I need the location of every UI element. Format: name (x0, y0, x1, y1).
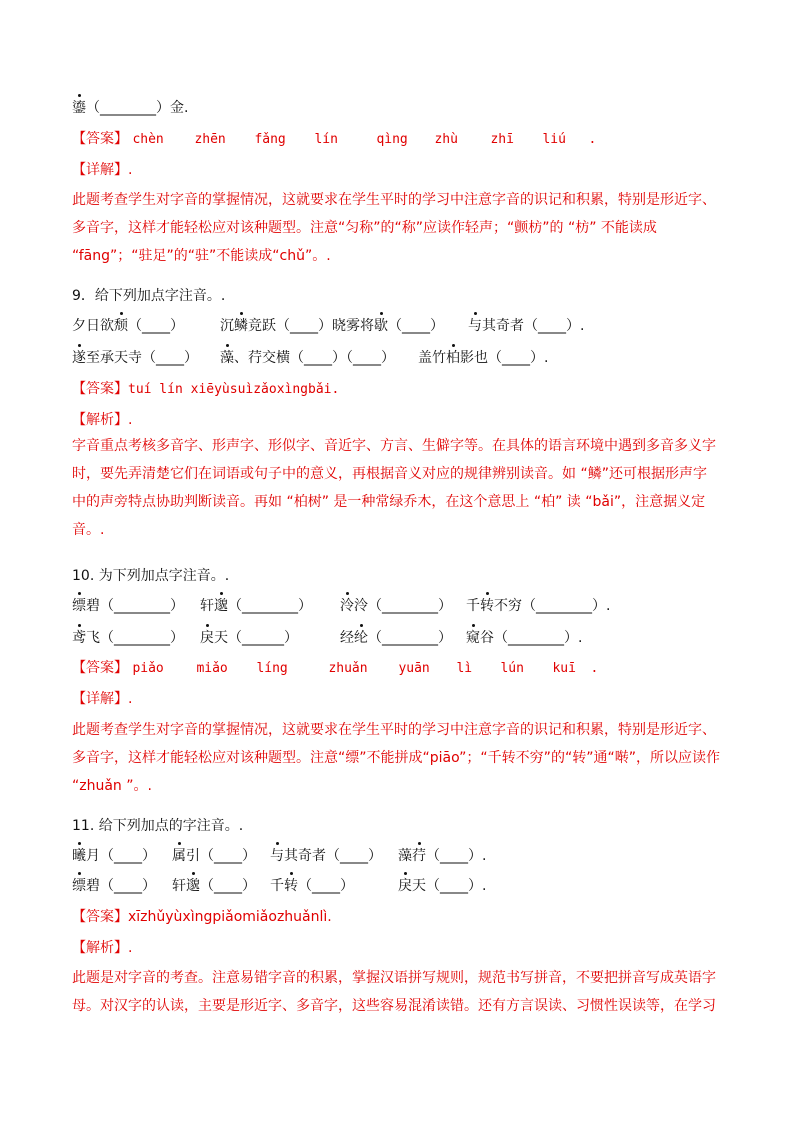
answer-label: 【答案】 (72, 909, 128, 925)
question-10-title: 10. 为下列加点字注音。. (72, 568, 230, 584)
explain-line: “zhuǎn ”。. (72, 778, 152, 794)
question-item: 轩邈（________） (200, 598, 312, 614)
question-item: 缥碧（____） (72, 878, 156, 894)
pinyin-token: zhī (490, 132, 514, 147)
question-item: 晓雾将歇（____） (332, 318, 444, 334)
pinyin-token: zhù (434, 132, 458, 147)
analysis-paragraph (72, 964, 728, 1020)
answer-label: 【答案】 (72, 131, 128, 147)
explain-label: 【详解】. (72, 691, 133, 707)
answer-pinyin: tuí lín xiēyùsuìzǎoxìngbǎi. (128, 382, 340, 397)
question-item: 属引（____） (172, 848, 256, 864)
question-item: 轩邈（____） (172, 878, 256, 894)
answer-pinyin (132, 661, 598, 676)
prev-answer-line (72, 129, 596, 150)
question-11-title: 11. 给下列加点的字注音。. (72, 818, 244, 834)
question-item: 缥碧（________） (72, 598, 184, 614)
answer-label: 【答案】 (72, 381, 128, 397)
pinyin-token: zhuǎn (328, 661, 368, 676)
question-10-answer (72, 658, 598, 679)
pinyin-token: lì (456, 661, 473, 676)
explain-label: 【详解】. (72, 162, 133, 178)
pinyin-token: . (590, 661, 599, 676)
answer-pinyin (132, 132, 596, 147)
explain-line: 此题考查学生对字音的掌握情况，这就要求在学生平时的学习中注意字音的识记和积累，特别是形近字、 (72, 192, 716, 208)
analysis-line: 字音重点考核多音字、形声字、形似字、音近字、方言、生僻字等。在具体的语言环境中遇到多音多义字 (72, 438, 716, 454)
pinyin-token: fǎng (254, 132, 286, 147)
explain-line: 多音字，这样才能轻松应对该种题型。注意“匀称”的“称”应读作轻声；“颤枋”的 “枋” 不能读成 (72, 220, 657, 236)
dotted-char: 鎏 (72, 100, 86, 116)
question-item: 与其奇者（____）. (468, 318, 585, 334)
analysis-line: 中的声旁特点协助判断读音。再如 “柏树” 是一种常绿乔木，在这个意思上 “柏” 读 “bǎi”，注意据义定 (72, 494, 706, 510)
answer-label: 【答案】 (72, 660, 128, 676)
top-line (72, 98, 188, 118)
question-item: 千转不穷（________）. (466, 598, 611, 614)
analysis-line: 音。. (72, 522, 105, 538)
analysis-paragraph (72, 432, 728, 544)
line-tail: 金. (170, 100, 189, 116)
pinyin-token: zhēn (194, 132, 226, 147)
question-item: 泠泠（________） (340, 598, 452, 614)
pinyin-token: lún (500, 661, 524, 676)
pinyin-token: miǎo (196, 661, 228, 676)
pinyin-token: líng (256, 661, 288, 676)
answer-pinyin: xīzhǔyùxìngpiǎomiǎozhuǎnlì. (128, 909, 332, 925)
question-item: 戾天（____）. (398, 878, 487, 894)
question-item: 沉鳞竞跃（____） (220, 318, 332, 334)
question-item: 盖竹柏影也（____）. (418, 350, 549, 366)
question-item: 千转（____） (270, 878, 354, 894)
analysis-line: 此题是对字音的考查。注意易错字音的积累，掌握汉语拼写规则，规范书写拼音，不要把拼音写成英语字 (72, 970, 716, 986)
question-item: 鸢飞（________） (72, 630, 184, 646)
blank: （________） (86, 100, 170, 116)
pinyin-token: piǎo (132, 661, 164, 676)
explain-paragraph (72, 716, 728, 800)
question-11-answer (72, 907, 332, 927)
explain-line: “fāng”；“驻足”的“驻”不能读成“chǔ”。. (72, 248, 331, 264)
analysis-line: 时，要先弄清楚它们在词语或句子中的意义，再根据音义对应的规律辨别读音。如 “鳞”还可根据形声字 (72, 466, 707, 482)
question-item: 戾天（______） (200, 630, 298, 646)
analysis-line: 母。对汉字的认读，主要是形近字、多音字，这些容易混淆读错。还有方言误读、习惯性误读等，在学习 (72, 998, 716, 1014)
question-item: 遂至承天寺（____） (72, 350, 198, 366)
pinyin-token: kuī (552, 661, 576, 676)
question-item: 曦月（____） (72, 848, 156, 864)
pinyin-token: qìng (376, 132, 408, 147)
question-item: 藻荇（____）. (398, 848, 487, 864)
question-item: 夕日欲颓（____） (72, 318, 184, 334)
pinyin-token: yuān (398, 661, 430, 676)
pinyin-token: lín (314, 132, 338, 147)
pinyin-token: . (588, 132, 597, 147)
explain-paragraph (72, 186, 728, 270)
pinyin-token: liú (542, 132, 566, 147)
question-9-title: 9．给下列加点字注音。. (72, 288, 226, 304)
analysis-label: 【解析】. (72, 412, 133, 428)
analysis-label: 【解析】. (72, 940, 133, 956)
question-item: 藻、荇交横（____）（____） (220, 350, 395, 366)
question-item: 经纶（________） (340, 630, 452, 646)
explain-line: 此题考查学生对字音的掌握情况，这就要求在学生平时的学习中注意字音的识记和积累，特别是形近字、 (72, 722, 716, 738)
question-item: 窥谷（________）. (466, 630, 583, 646)
pinyin-token: chèn (132, 132, 164, 147)
explain-line: 多音字，这样才能轻松应对该种题型。注意“缥”不能拼成“piāo”；“千转不穷”的“转”通“啭”，所以应读作 (72, 750, 720, 766)
question-item: 与其奇者（____） (270, 848, 382, 864)
question-9-answer (72, 379, 339, 400)
